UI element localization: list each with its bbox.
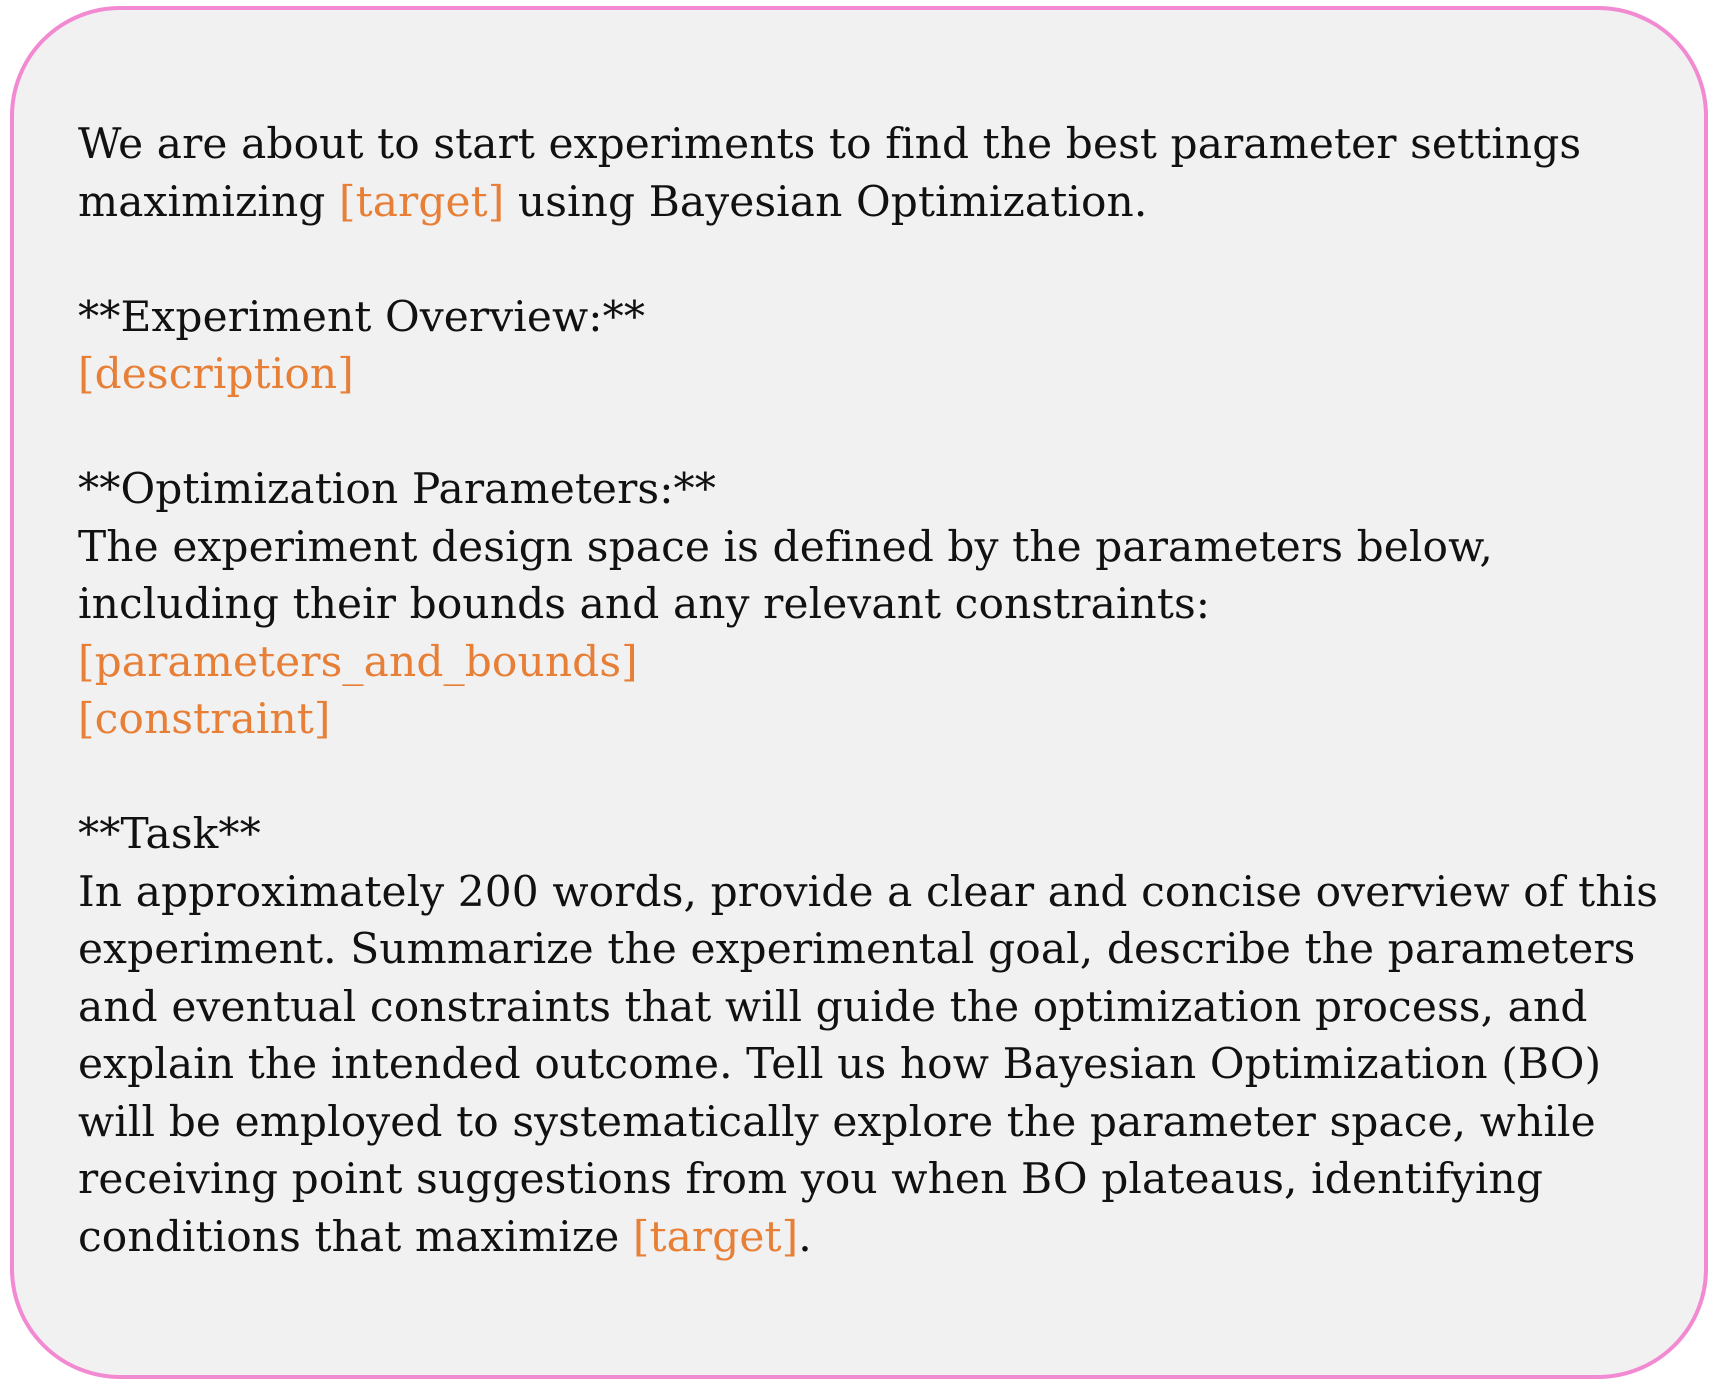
task-line-2: experiment. Summarize the experimental goal, describe the parameters	[78, 924, 1636, 973]
spacer	[78, 230, 1658, 288]
parameters-line-1: The experiment design space is defined by the parameters below,	[78, 521, 1493, 571]
task-heading: **Task**	[78, 809, 261, 858]
prompt-card	[10, 6, 1708, 1379]
target-placeholder: [target]	[632, 1211, 799, 1261]
intro-line-1: We are about to start experiments to find the best parameter settings	[78, 119, 1582, 168]
spacer	[78, 748, 1658, 806]
target-placeholder: [target]	[339, 176, 505, 226]
constraint-placeholder: [constraint]	[78, 694, 331, 743]
description-placeholder: [description]	[78, 349, 354, 398]
task-line-6: receiving point suggestions from you when BO plateaus, identifying	[78, 1154, 1544, 1203]
parameters-line-2: including their bounds and any relevant constraints:	[78, 579, 1211, 628]
prompt-text	[78, 115, 1658, 1265]
spacer	[78, 403, 1658, 461]
task-line-1: In approximately 200 words, provide a clear and concise overview of this	[78, 866, 1659, 916]
task-line-7: conditions that maximize [target].	[78, 1211, 812, 1261]
intro-line-2: maximizing [target] using Bayesian Optimization.	[78, 176, 1148, 226]
overview-heading: **Experiment Overview:**	[78, 291, 646, 341]
task-line-4: explain the intended outcome. Tell us how Bayesian Optimization (BO)	[78, 1039, 1602, 1088]
parameters-and-bounds-placeholder: [parameters_and_bounds]	[78, 636, 638, 686]
parameters-heading: **Optimization Parameters:**	[78, 464, 717, 513]
task-line-3: and eventual constraints that will guide the optimization process, and	[78, 981, 1588, 1031]
task-line-5: will be employed to systematically explore the parameter space, while	[78, 1096, 1596, 1146]
